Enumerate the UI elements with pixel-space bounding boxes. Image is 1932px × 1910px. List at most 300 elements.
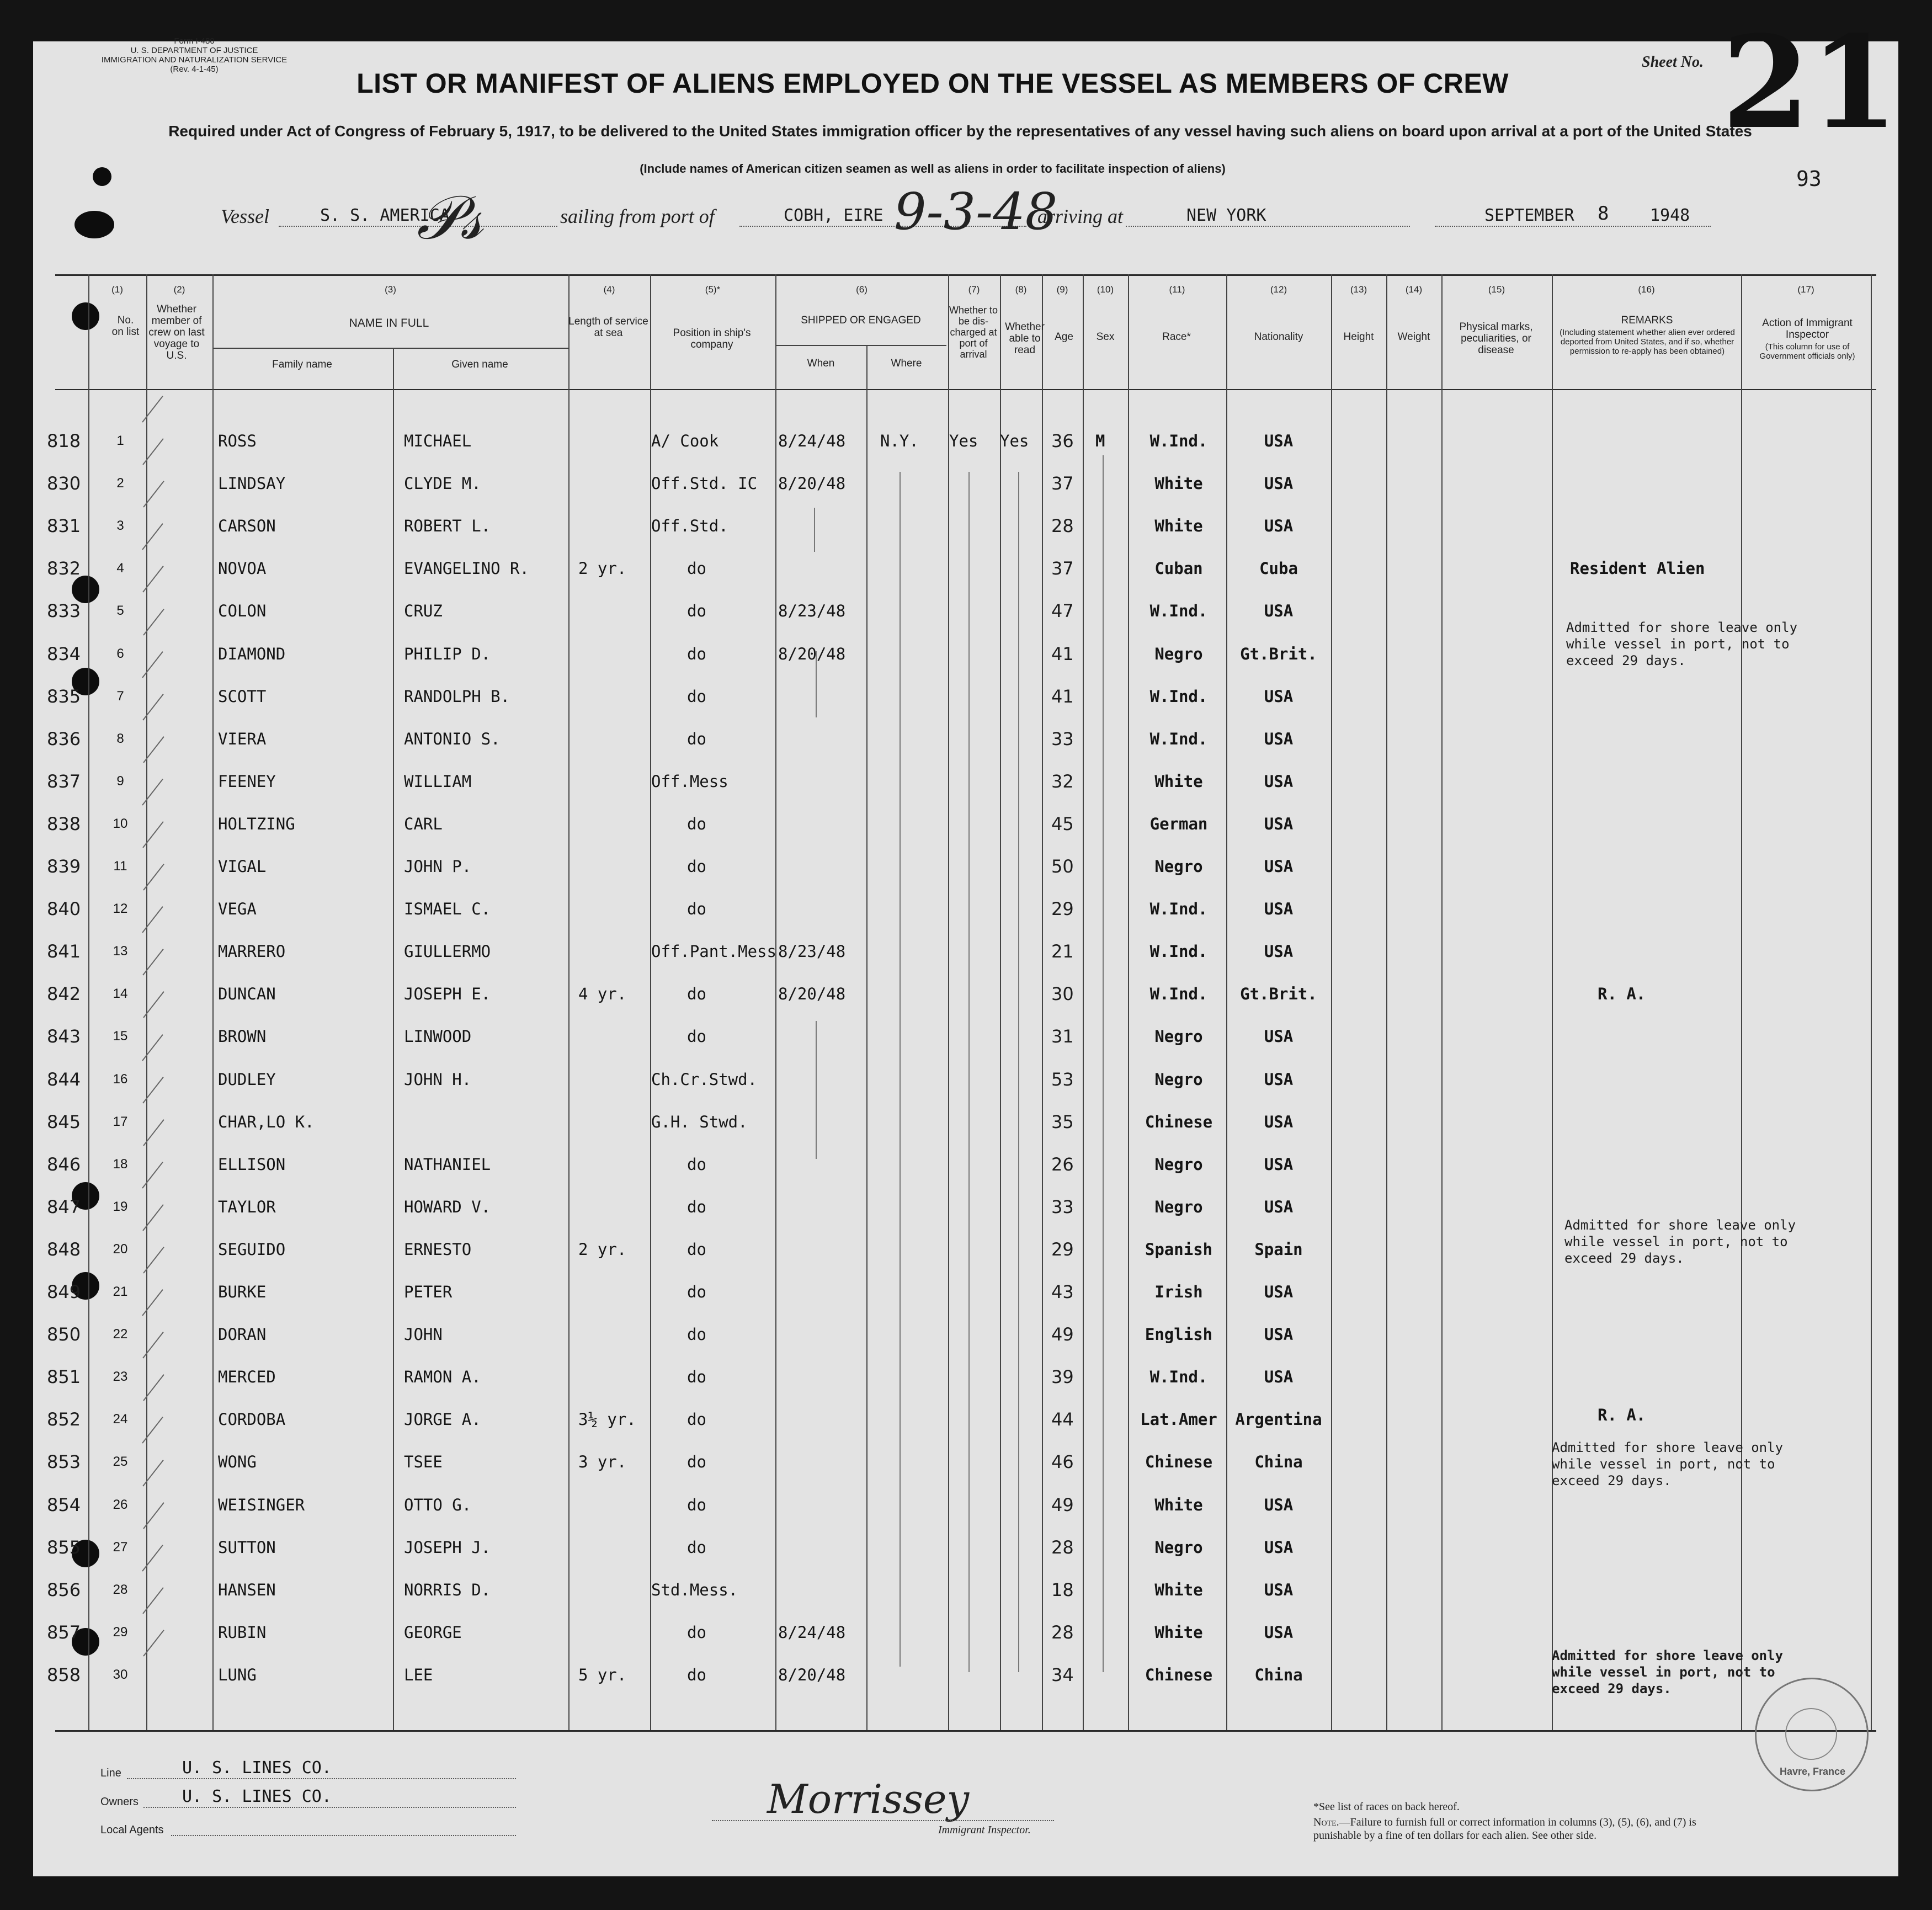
column-rule xyxy=(1042,274,1043,1730)
nationality: USA xyxy=(1264,1325,1294,1344)
race: W.Ind. xyxy=(1149,729,1208,748)
family-name: DUNCAN xyxy=(218,985,276,1004)
row-reference: 837 xyxy=(47,770,81,792)
name-subheader-rule xyxy=(212,348,568,349)
age: 39 xyxy=(1051,1366,1074,1388)
row-reference: 849 xyxy=(47,1281,81,1302)
race: Negro xyxy=(1154,857,1203,876)
column-rule xyxy=(212,274,214,1730)
race: English xyxy=(1145,1325,1213,1344)
column-rule xyxy=(1552,274,1553,1730)
race: Irish xyxy=(1154,1283,1203,1301)
nationality: China xyxy=(1254,1453,1303,1472)
age: 37 xyxy=(1051,558,1074,579)
family-name: LINDSAY xyxy=(218,474,286,493)
row-reference: 830 xyxy=(47,473,81,494)
row-number: 29 xyxy=(113,1624,128,1640)
header-race: Race* xyxy=(1162,331,1191,343)
family-name: CHAR,LO K. xyxy=(218,1112,315,1131)
nationality: USA xyxy=(1264,857,1294,876)
given-name: RAMON A. xyxy=(404,1368,481,1387)
race: White xyxy=(1154,474,1203,493)
position: do xyxy=(687,729,706,748)
age: 43 xyxy=(1051,1281,1074,1302)
given-name: PETER xyxy=(404,1283,453,1301)
stamp-place: Havre, France xyxy=(1780,1766,1846,1777)
row-number: 24 xyxy=(113,1412,128,1427)
column-rule xyxy=(1441,274,1443,1730)
age: 36 xyxy=(1051,430,1074,451)
given-name: JOHN H. xyxy=(404,1070,472,1089)
subnote: (Include names of American citizen seamen as well as aliens in order to facilitate inspection of aliens) xyxy=(640,162,1226,175)
given-name: EVANGELINO R. xyxy=(404,559,529,578)
header-crew-member: Whether member of crew on last voyage to U.S. xyxy=(148,304,205,361)
given-name: NORRIS D. xyxy=(404,1580,491,1599)
remarks: R. A. xyxy=(1598,985,1646,1004)
column-number: (13) xyxy=(1350,284,1367,295)
family-name: MARRERO xyxy=(218,942,286,961)
nationality: USA xyxy=(1264,1154,1294,1174)
row-reference: 839 xyxy=(47,856,81,877)
shore-leave-note: Admitted for shore leave only while vessel in port, not to exceed 29 days. xyxy=(1552,1648,1784,1696)
row-number: 20 xyxy=(113,1241,128,1257)
position: Ch.Cr.Stwd. xyxy=(651,1070,758,1089)
column-rule xyxy=(1331,274,1332,1730)
sailing-label: sailing from port of xyxy=(560,205,715,227)
row-reference: 833 xyxy=(47,600,81,622)
row-reference: 858 xyxy=(47,1664,81,1685)
table-top-rule xyxy=(55,274,1876,276)
sex: M xyxy=(1095,432,1105,450)
given-name: GEORGE xyxy=(404,1622,462,1642)
column-rule xyxy=(1083,274,1084,1730)
handwritten-mark: 𝒫𝓈 xyxy=(417,182,483,253)
shore-leave-note: Admitted for shore leave only while vessel in port, not to exceed 29 days. xyxy=(1564,1217,1796,1266)
header-action-note: (This column for use of Government officials only) xyxy=(1759,342,1855,361)
given-name: ISMAEL C. xyxy=(404,900,491,919)
age: 29 xyxy=(1051,898,1074,920)
column-number: (14) xyxy=(1405,284,1423,295)
shipped-when: 8/24/48 xyxy=(778,432,846,450)
age: 46 xyxy=(1051,1451,1074,1473)
race: Chinese xyxy=(1145,1112,1213,1131)
given-name: JOSEPH E. xyxy=(404,985,491,1004)
nationality: USA xyxy=(1264,1197,1294,1216)
race: Negro xyxy=(1154,1197,1203,1216)
row-number: 1 xyxy=(116,433,124,448)
given-name: WILLIAM xyxy=(404,772,472,791)
column-rule xyxy=(775,274,776,1730)
row-reference: 835 xyxy=(47,685,81,707)
given-name: JOHN xyxy=(404,1325,443,1344)
position: do xyxy=(687,814,706,833)
row-reference: 854 xyxy=(47,1494,81,1515)
age: 45 xyxy=(1051,813,1074,834)
length-of-service: 2 yr. xyxy=(578,1239,627,1259)
family-name: VEGA xyxy=(218,900,257,919)
nationality: USA xyxy=(1264,1368,1294,1387)
column-number: (6) xyxy=(856,284,867,295)
nationality: Cuba xyxy=(1259,559,1298,578)
row-reference: 852 xyxy=(47,1409,81,1430)
race: W.Ind. xyxy=(1149,942,1208,961)
position: Off.Pant.Mess xyxy=(651,942,776,961)
family-name: DORAN xyxy=(218,1325,267,1344)
row-reference: 842 xyxy=(47,983,81,1005)
document-title: LIST OR MANIFEST OF ALIENS EMPLOYED ON THE VESSEL AS MEMBERS OF CREW xyxy=(356,68,1509,99)
nationality: Spain xyxy=(1254,1239,1303,1259)
row-reference: 841 xyxy=(47,941,81,962)
row-reference: 846 xyxy=(47,1153,81,1175)
race: W.Ind. xyxy=(1149,602,1208,621)
given-name: NATHANIEL xyxy=(404,1154,491,1174)
row-number: 28 xyxy=(113,1582,128,1597)
header-nationality: Nationality xyxy=(1254,331,1303,343)
given-name: CLYDE M. xyxy=(404,474,481,493)
family-name: WONG xyxy=(218,1453,257,1472)
discharged: Yes xyxy=(949,432,978,450)
position: do xyxy=(687,1665,706,1684)
row-number: 6 xyxy=(116,646,124,661)
table-bottom-rule xyxy=(55,1730,1876,1732)
position: G.H. Stwd. xyxy=(651,1112,748,1131)
nationality: USA xyxy=(1264,602,1294,621)
row-number: 15 xyxy=(113,1029,128,1044)
race: W.Ind. xyxy=(1149,1368,1208,1387)
row-reference: 836 xyxy=(47,728,81,749)
row-reference: 845 xyxy=(47,1111,81,1132)
column-number: (1) xyxy=(111,284,123,295)
given-name: JOHN P. xyxy=(404,857,472,876)
nationality: Gt.Brit. xyxy=(1240,985,1317,1004)
punch-hole xyxy=(72,576,99,603)
race: Lat.Amer xyxy=(1140,1410,1217,1429)
age: 35 xyxy=(1051,1111,1074,1132)
eagle-seal-icon xyxy=(1785,1708,1837,1760)
age: 41 xyxy=(1051,685,1074,707)
column-number: (9) xyxy=(1056,284,1068,295)
age: 37 xyxy=(1051,473,1074,494)
family-name: VIERA xyxy=(218,729,267,748)
family-name: HOLTZING xyxy=(218,814,295,833)
family-name: MERCED xyxy=(218,1368,276,1387)
race: White xyxy=(1154,1580,1203,1599)
nationality: USA xyxy=(1264,474,1294,493)
row-number: 3 xyxy=(116,518,124,534)
race: Cuban xyxy=(1154,559,1203,578)
race: Negro xyxy=(1154,644,1203,663)
nationality: USA xyxy=(1264,517,1294,536)
row-reference: 856 xyxy=(47,1579,81,1600)
given-name: HOWARD V. xyxy=(404,1197,491,1216)
position: do xyxy=(687,1239,706,1259)
race: White xyxy=(1154,1622,1203,1642)
shipped-when: 8/24/48 xyxy=(778,1622,846,1642)
age: 41 xyxy=(1051,643,1074,664)
race: W.Ind. xyxy=(1149,985,1208,1004)
family-name: CARSON xyxy=(218,517,276,536)
remarks: R. A. xyxy=(1598,1406,1646,1425)
header-remarks: REMARKS xyxy=(1621,315,1673,326)
row-number: 21 xyxy=(113,1284,128,1299)
position: do xyxy=(687,1154,706,1174)
nationality: USA xyxy=(1264,729,1294,748)
position: Off.Std. IC xyxy=(651,474,758,493)
arrival-year: 1948 xyxy=(1650,206,1690,225)
position: do xyxy=(687,1325,706,1344)
column-rule xyxy=(866,345,867,1730)
shipping-line: U. S. LINES CO. xyxy=(182,1758,332,1778)
nationality: USA xyxy=(1264,900,1294,919)
family-name: LUNG xyxy=(218,1665,257,1684)
given-name: MICHAEL xyxy=(404,432,472,450)
ditto-line xyxy=(968,472,970,1672)
arriving-label: arriving at xyxy=(1037,205,1124,227)
nationality: China xyxy=(1254,1665,1303,1684)
row-reference: 834 xyxy=(47,643,81,664)
line-label: Line xyxy=(100,1767,121,1779)
owners: U. S. LINES CO. xyxy=(182,1787,332,1806)
position: do xyxy=(687,1495,706,1514)
row-reference: 843 xyxy=(47,1026,81,1047)
row-number: 14 xyxy=(113,986,128,1002)
nationality: USA xyxy=(1264,432,1294,450)
row-reference: 847 xyxy=(47,1196,81,1217)
header-age: Age xyxy=(1055,331,1073,343)
position: do xyxy=(687,1537,706,1557)
column-rule xyxy=(948,274,949,1730)
handwritten-date: 9-3-48 xyxy=(894,182,1058,241)
age: 29 xyxy=(1051,1238,1074,1260)
header-no-on-list: No. on list xyxy=(111,315,140,338)
race: Chinese xyxy=(1145,1665,1213,1684)
age: 49 xyxy=(1051,1494,1074,1515)
given-name: LINWOOD xyxy=(404,1027,472,1046)
length-of-service: 3 yr. xyxy=(578,1453,627,1472)
position: do xyxy=(687,644,706,663)
column-rule xyxy=(1871,274,1872,1730)
nationality: Argentina xyxy=(1235,1410,1322,1429)
ditto-line xyxy=(1103,455,1104,1672)
row-number: 2 xyxy=(116,476,124,491)
age: 32 xyxy=(1051,770,1074,792)
position: do xyxy=(687,687,706,706)
family-name: NOVOA xyxy=(218,559,267,578)
position: A/ Cook xyxy=(651,432,719,450)
local-agents-label: Local Agents xyxy=(100,1824,164,1836)
header-physical-marks: Physical marks, peculiarities, or disease xyxy=(1459,321,1533,356)
header-given-name: Given name xyxy=(451,359,508,370)
column-rule xyxy=(393,348,394,1730)
inspector-signature: Morrissey xyxy=(767,1776,970,1822)
race: Negro xyxy=(1154,1537,1203,1557)
age: 47 xyxy=(1051,600,1074,622)
column-number: (4) xyxy=(603,284,615,295)
age: 49 xyxy=(1051,1324,1074,1345)
owners-label: Owners xyxy=(100,1796,139,1808)
nationality: USA xyxy=(1264,814,1294,833)
row-number: 8 xyxy=(116,731,124,746)
department: U. S. DEPARTMENT OF JUSTICE xyxy=(130,46,258,55)
row-number: 17 xyxy=(113,1114,128,1129)
given-name: OTTO G. xyxy=(404,1495,472,1514)
family-name: TAYLOR xyxy=(218,1197,276,1216)
row-reference: 850 xyxy=(47,1324,81,1345)
age: 21 xyxy=(1051,941,1074,962)
length-of-service: 2 yr. xyxy=(578,559,627,578)
age: 18 xyxy=(1051,1579,1074,1600)
family-name: BROWN xyxy=(218,1027,267,1046)
nationality: USA xyxy=(1264,687,1294,706)
nationality: USA xyxy=(1264,1112,1294,1131)
column-number: (17) xyxy=(1797,284,1814,295)
nationality: Gt.Brit. xyxy=(1240,644,1317,663)
column-number: (16) xyxy=(1638,284,1655,295)
position: do xyxy=(687,1622,706,1642)
departure-port: COBH, EIRE xyxy=(784,206,883,225)
header-inspector-action: Action of Immigrant Inspector xyxy=(1762,317,1853,340)
family-name: SUTTON xyxy=(218,1537,276,1557)
service: IMMIGRATION AND NATURALIZATION SERVICE xyxy=(101,55,288,65)
ditto-line xyxy=(816,1021,817,1159)
position: do xyxy=(687,602,706,621)
header-position: Position in ship's company xyxy=(673,327,751,350)
header-remarks-note: (Including statement whether alien ever ordered deported from United States, and if so, whether permission to re-apply has been obtained) xyxy=(1560,328,1735,356)
shore-leave-note: Admitted for shore leave only while vessel in port, not to exceed 29 days. xyxy=(1552,1440,1784,1488)
family-name: RUBIN xyxy=(218,1622,267,1642)
column-number: (2) xyxy=(173,284,185,295)
position: do xyxy=(687,559,706,578)
column-number: (15) xyxy=(1488,284,1505,295)
nationality: USA xyxy=(1264,1622,1294,1642)
row-number: 26 xyxy=(113,1497,128,1512)
given-name: ROBERT L. xyxy=(404,517,491,536)
shipped-when: 8/20/48 xyxy=(778,474,846,493)
shipped-when: 8/23/48 xyxy=(778,942,846,961)
position: do xyxy=(687,1283,706,1301)
column-rule xyxy=(88,274,89,1730)
family-name: ELLISON xyxy=(218,1154,286,1174)
family-name: CORDOBA xyxy=(218,1410,286,1429)
family-name: DIAMOND xyxy=(218,644,286,663)
family-name: FEENEY xyxy=(218,772,276,791)
column-number: (8) xyxy=(1015,284,1027,295)
family-name: VIGAL xyxy=(218,857,267,876)
given-name: LEE xyxy=(404,1665,433,1684)
header-sex: Sex xyxy=(1096,331,1115,343)
nationality: USA xyxy=(1264,1495,1294,1514)
given-name: CARL xyxy=(404,814,443,833)
row-number: 30 xyxy=(113,1667,128,1682)
race: Spanish xyxy=(1145,1239,1213,1259)
column-number: (11) xyxy=(1169,284,1185,295)
row-number: 23 xyxy=(113,1369,128,1385)
given-name: RANDOLPH B. xyxy=(404,687,510,706)
header-when: When xyxy=(807,358,835,369)
revision: (Rev. 4-1-45) xyxy=(170,65,219,74)
vessel-label: Vessel xyxy=(221,205,269,227)
age: 26 xyxy=(1051,1153,1074,1175)
races-note: *See list of races on back hereof. xyxy=(1313,1801,1460,1813)
ditto-line xyxy=(814,508,815,552)
penalty-note: Note.—Failure to furnish full or correct information in columns (3), (5), (6), and (7) is punishable by a fine of ten dollars for each alien. See other side. xyxy=(1313,1816,1696,1842)
age: 53 xyxy=(1051,1068,1074,1090)
shore-leave-note: Admitted for shore leave only while vessel in port, not to exceed 29 days. xyxy=(1566,620,1798,668)
column-rule xyxy=(1741,274,1742,1730)
family-name: WEISINGER xyxy=(218,1495,305,1514)
age: 31 xyxy=(1051,1026,1074,1047)
remarks: Resident Alien xyxy=(1570,559,1705,578)
shipped-when: 8/23/48 xyxy=(778,602,846,621)
sheet-number: 21 xyxy=(1722,8,1899,157)
row-number: 10 xyxy=(113,816,128,831)
row-reference: 853 xyxy=(47,1451,81,1473)
able-to-read: Yes xyxy=(1000,432,1029,450)
punch-hole xyxy=(72,302,99,330)
row-reference: 844 xyxy=(47,1068,81,1090)
age: 28 xyxy=(1051,1536,1074,1558)
row-number: 13 xyxy=(113,944,128,959)
length-of-service: 4 yr. xyxy=(578,985,627,1004)
given-name: TSEE xyxy=(404,1453,443,1472)
nationality: USA xyxy=(1264,1580,1294,1599)
nationality: USA xyxy=(1264,1283,1294,1301)
row-number: 12 xyxy=(113,901,128,917)
age: 28 xyxy=(1051,1621,1074,1643)
shipped-when: 8/20/48 xyxy=(778,985,846,1004)
row-reference: 857 xyxy=(47,1621,81,1643)
header-weight: Weight xyxy=(1397,331,1430,343)
column-number: (5)* xyxy=(705,284,721,295)
ditto-line xyxy=(900,472,901,1667)
given-name: CRUZ xyxy=(404,602,443,621)
position: do xyxy=(687,1368,706,1387)
column-number: (3) xyxy=(385,284,396,295)
shipped-subheader-rule xyxy=(775,345,946,346)
row-number: 18 xyxy=(113,1156,128,1172)
arrival-port: NEW YORK xyxy=(1186,206,1266,225)
row-reference: 848 xyxy=(47,1238,81,1260)
row-reference: 838 xyxy=(47,813,81,834)
header-family-name: Family name xyxy=(272,359,332,370)
race: W.Ind. xyxy=(1149,687,1208,706)
race: White xyxy=(1154,1495,1203,1514)
row-reference: 832 xyxy=(47,558,81,579)
given-name: GIULLERMO xyxy=(404,942,491,961)
family-name: BURKE xyxy=(218,1283,267,1301)
row-number: 9 xyxy=(116,773,124,789)
row-reference: 818 xyxy=(47,430,81,451)
age: 34 xyxy=(1051,1664,1074,1685)
arrival-month: SEPTEMBER xyxy=(1484,206,1574,225)
given-name: ERNESTO xyxy=(404,1239,472,1259)
subtitle: Required under Act of Congress of February 5, 1917, to be delivered to the United States immigration officer by the representatives of any vessel having such aliens on board upon arrival at a port of the United States xyxy=(168,123,1752,140)
age: 50 xyxy=(1051,856,1074,877)
shipped-when: 8/20/48 xyxy=(778,644,846,663)
header-able-to-read: Whether able to read xyxy=(1005,321,1045,356)
header-where: Where xyxy=(891,358,922,369)
row-number: 4 xyxy=(116,561,124,576)
position: Off.Std. xyxy=(651,517,728,536)
header-shipped-engaged: SHIPPED OR ENGAGED xyxy=(801,315,921,326)
shipped-where: N.Y. xyxy=(880,432,919,450)
position: do xyxy=(687,1410,706,1429)
given-name: ANTONIO S. xyxy=(404,729,501,748)
row-reference: 840 xyxy=(47,898,81,920)
nationality: USA xyxy=(1264,1537,1294,1557)
row-number: 22 xyxy=(113,1327,128,1342)
race: Chinese xyxy=(1145,1453,1213,1472)
